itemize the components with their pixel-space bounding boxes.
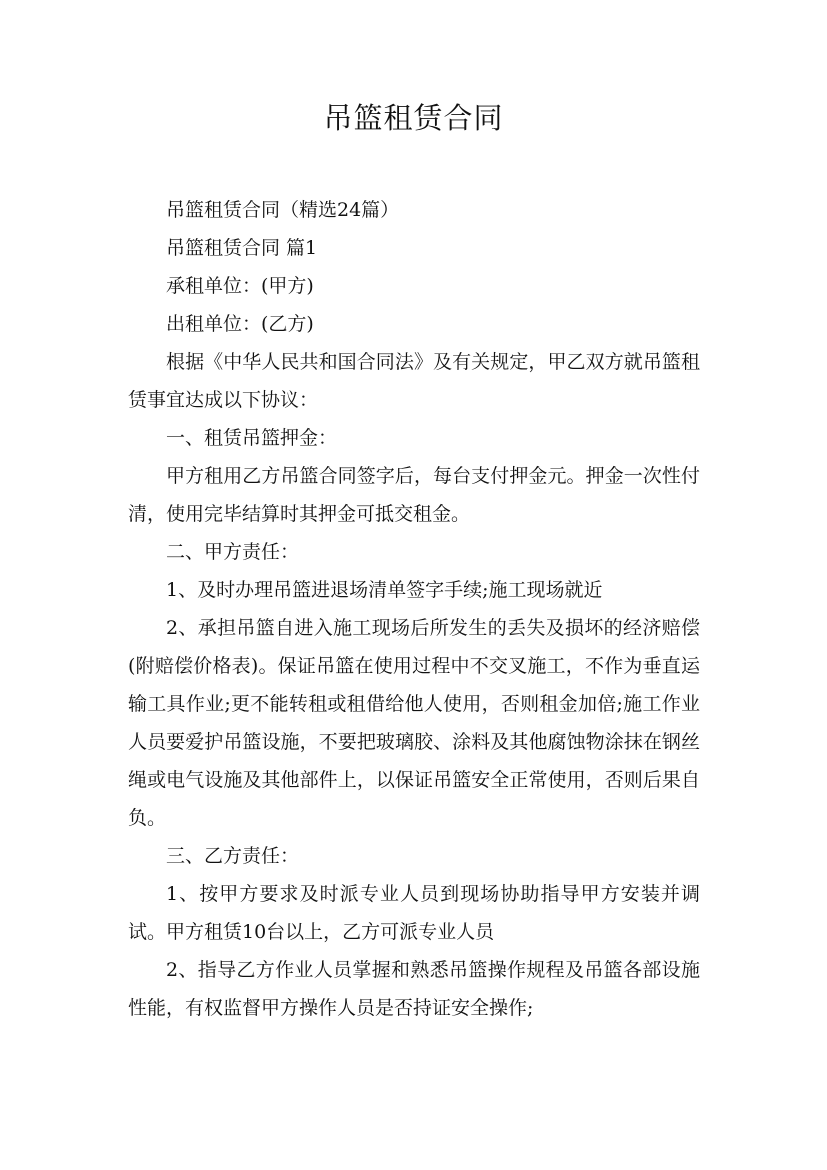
paragraph-section-heading: 吊篮租赁合同 篇1 bbox=[166, 237, 318, 259]
paragraph-preamble: 根据《中华人民共和国合同法》及有关规定，甲乙双方就吊篮租赁事宜达成以下协议： bbox=[128, 351, 700, 411]
document-title: 吊篮租赁合同 bbox=[323, 101, 504, 135]
paragraph-party-a-item-2: 2、承担吊篮自进入施工现场后所发生的丢失及损坏的经济赔偿(附赔偿价格表)。保证吊篮在使用过程中不交叉施工，不作为垂直运输工具作业;更不能转租或租借给他人使用，否则租金加倍;施工作业人员要爱护吊篮设施，不要把玻璃胶、涂料及其他腐蚀物涂抹在钢丝绳或电气设施及其他部件上，以保证吊篮安全正常使用，否则后果自负。 bbox=[128, 617, 700, 829]
paragraph-lessee: 承租单位：(甲方) bbox=[166, 275, 314, 297]
paragraph-party-a-item-1: 1、及时办理吊篮进退场清单签字手续;施工现场就近 bbox=[166, 579, 603, 601]
paragraph-deposit-heading: 一、租赁吊篮押金： bbox=[166, 427, 338, 449]
paragraph-lessor: 出租单位：(乙方) bbox=[166, 313, 314, 335]
paragraph-party-b-item-2: 2、指导乙方作业人员掌握和熟悉吊篮操作规程及吊篮各部设施性能，有权监督甲方操作人员是否持证安全操作; bbox=[128, 959, 700, 1019]
paragraph-deposit-text: 甲方租用乙方吊篮合同签字后，每台支付押金元。押金一次性付清，使用完毕结算时其押金可抵交租金。 bbox=[128, 465, 700, 525]
paragraph-party-b-heading: 三、乙方责任： bbox=[166, 845, 300, 867]
paragraph-party-a-heading: 二、甲方责任： bbox=[166, 541, 300, 563]
paragraph-subtitle: 吊篮租赁合同（精选24篇） bbox=[166, 199, 400, 221]
paragraph-party-b-item-1: 1、按甲方要求及时派专业人员到现场协助指导甲方安装并调试。甲方租赁10台以上，乙方可派专业人员 bbox=[128, 883, 700, 943]
document-body bbox=[128, 191, 700, 1027]
